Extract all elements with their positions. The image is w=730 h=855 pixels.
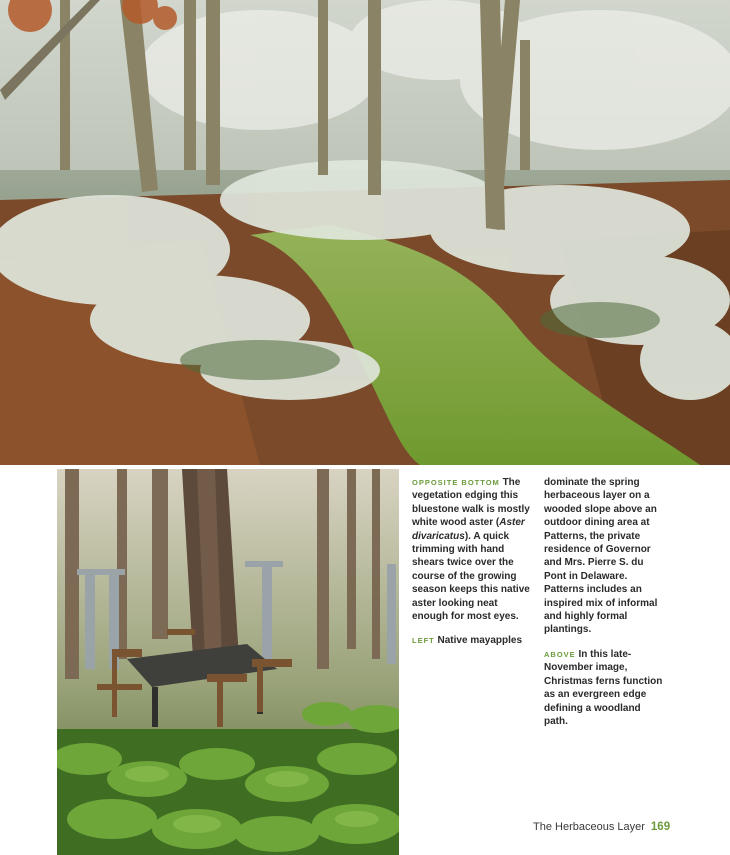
page-footer — [533, 821, 670, 833]
caption-botanical-name: Aster divaricatus — [412, 517, 525, 542]
photo-bottom-illustration — [57, 469, 399, 855]
caption-text: Native mayapples — [434, 635, 523, 647]
caption-above — [544, 648, 666, 728]
caption-text: In this late-November image, Christmas ferns function as an evergreen edge defining a woodland path. — [544, 648, 663, 727]
caption-kicker: ABOVE — [544, 649, 576, 659]
caption-text: ). A quick trimming with hand shears twice over the course of the growing season keeps this native aster looking neat enough for most eyes. — [412, 530, 530, 623]
photo-mayapples-dining-area — [57, 469, 399, 855]
caption-left — [412, 634, 536, 647]
running-footer-title: The Herbaceous Layer — [533, 821, 645, 833]
caption-column-1 — [412, 476, 536, 659]
caption-text: The vegetation edging this bluestone walk is mostly white wood aster ( — [412, 477, 530, 529]
caption-kicker: OPPOSITE BOTTOM — [412, 478, 500, 487]
caption-left-continued: dominate the spring herbaceous layer on a wooded slope above an outdoor dining area at Patterns, the private residence of Governor and Mrs. Pierre S. du Pont in Delaware. Patterns includes an inspired mix of informal and highly formal plantings. — [544, 477, 658, 636]
caption-opposite-bottom — [412, 476, 536, 623]
caption-kicker: LEFT — [412, 636, 435, 646]
page-number: 169 — [650, 821, 671, 833]
caption-column-2 — [544, 476, 666, 739]
